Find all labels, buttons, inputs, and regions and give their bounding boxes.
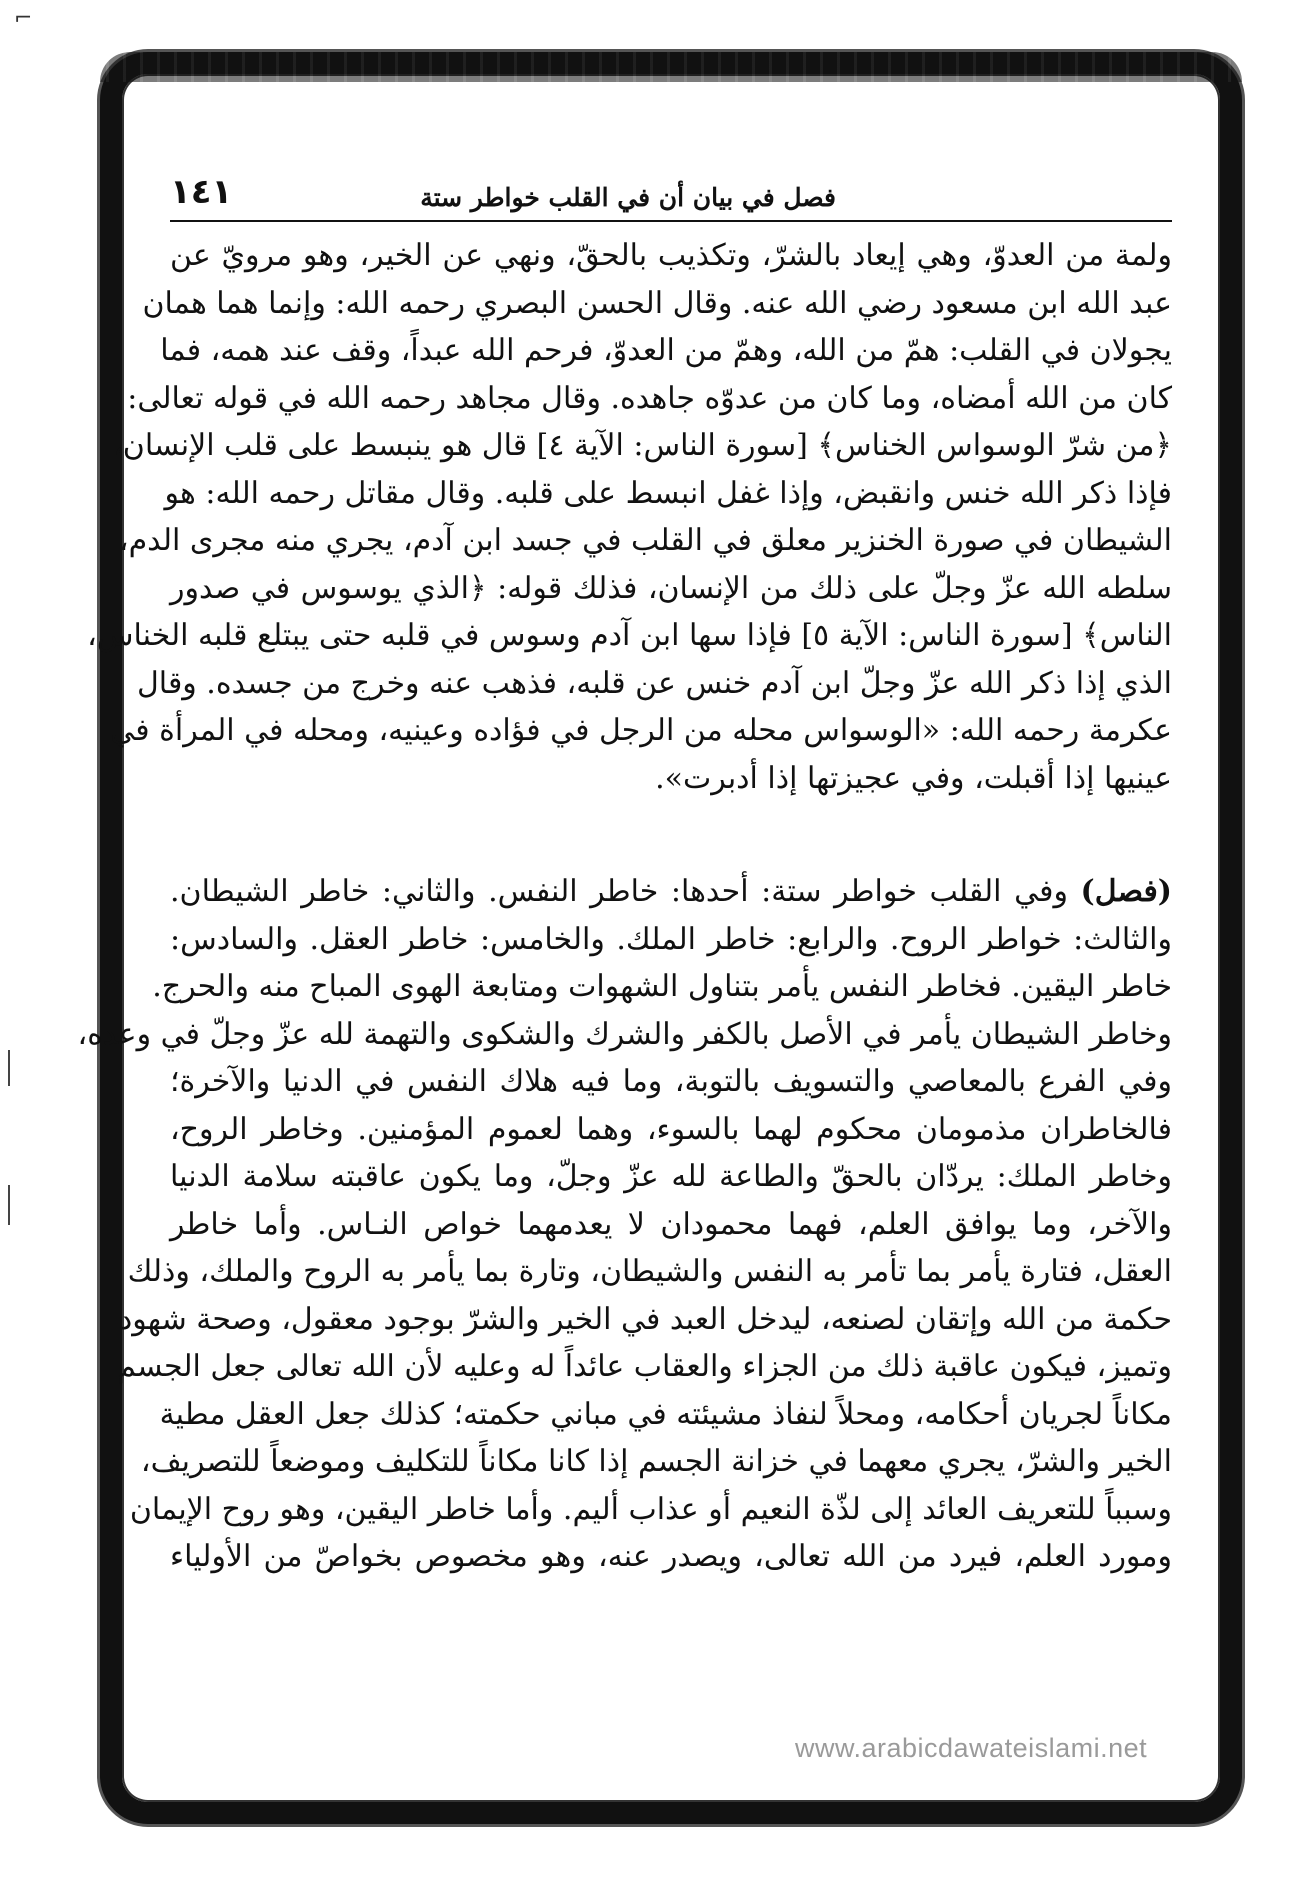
website-watermark: www.arabicdawateislami.net (795, 1733, 1148, 1763)
text-line: والآخر، وما يوافق العلم، فهما محمودان لا يعدمهما خواص النـاس. وأما خاطر (170, 1206, 1172, 1242)
text-line: وخاطر الملك: يردّان بالحقّ والطاعة لله عزّ وجلّ، وما يكون عاقبته سلامة الدنيا (170, 1159, 1172, 1194)
section-heading-fasl: (فصل) (1080, 874, 1172, 909)
book-page (77, 170, 1172, 1581)
section-first-line (170, 868, 1172, 916)
text-line: عكرمة رحمه الله: «الوسواس محله من الرجل في فؤاده وعينيه، ومحله في المرأة في (110, 713, 1172, 748)
text-line: ﴿من شرّ الوسواس الخناس﴾ [سورة الناس: الآية ٤] قال هو ينبسط على قلب الإنسان، (113, 428, 1172, 463)
text-line: خاطر اليقين. فخاطر النفس يأمر بتناول الشهوات ومتابعة الهوى المباح منه والحرج. (152, 969, 1172, 1004)
text-line: حكمة من الله وإتقان لصنعه، ليدخل العبد في الخير والشرّ بوجود معقول، وصحة شهود (118, 1301, 1172, 1337)
frame-scan-texture (100, 52, 1242, 82)
chapter-running-title: فصل في بيان أن في القلب خواطر ستة (420, 183, 836, 212)
corner-scan-mark: ⌐ (14, 6, 33, 31)
text-line: ومورد العلم، فيرد من الله تعالى، ويصدر عنه، وهو مخصوص بخواصّ من الأولياء (170, 1539, 1172, 1574)
text-line: العقل، فتارة يأمر بما تأمر به النفس والشيطان، وتارة بما يأمر به الروح والملك، وذلك (127, 1254, 1172, 1289)
text-line: مكاناً لجريان أحكامه، ومحلاً لنفاذ مشيئته في مباني حكمته؛ كذلك جعل العقل مطية (159, 1396, 1172, 1432)
text-line: سلطه الله عزّ وجلّ على ذلك من الإنسان، فذلك قوله: ﴿الذي يوسوس في صدور (170, 570, 1172, 606)
text-line: فإذا ذكر الله خنس وانقبض، وإذا غفل انبسط على قلبه. وقال مقاتل رحمه الله: هو (164, 475, 1172, 511)
text-line: وفي الفرع بالمعاصي والتسويف بالتوبة، وما فيه هلاك النفس في الدنيا والآخرة؛ (170, 1064, 1172, 1099)
page-header (170, 170, 1172, 222)
paragraph-spacer (170, 802, 1172, 868)
text-line: الشيطان في صورة الخنزير معلق في القلب في جسد ابن آدم، يجري منه مجرى الدم، (118, 523, 1172, 558)
text-line: يجولان في القلب: همّ من الله، وهمّ من العدوّ، فرحم الله عبداً، وقف عند همه، فما (160, 333, 1172, 368)
margin-tick-mark (8, 1185, 10, 1225)
page-body (77, 232, 1172, 1581)
text-line: الخير والشرّ، يجري معهما في خزانة الجسم إذا كانا مكاناً للتكليف وموضعاً للتصريف، (140, 1444, 1172, 1479)
text-line-rest: وفي القلب خواطر ستة: أحدها: خاطر النفس. والثاني: خاطر الشيطان. (170, 874, 1081, 909)
text-line: وخاطر الشيطان يأمر في الأصل بالكفر والشرك والشكوى والتهمة لله عزّ وجلّ في وعده، (77, 1016, 1172, 1052)
text-line: الذي إذا ذكر الله عزّ وجلّ ابن آدم خنس عن قلبه، فذهب عنه وخرج من جسده. وقال (137, 665, 1172, 701)
text-line: وتميز، فيكون عاقبة ذلك من الجزاء والعقاب عائداً له وعليه لأن الله تعالى جعل الجسم (117, 1349, 1172, 1384)
text-line: وسبباً للتعريف العائد إلى لذّة النعيم أو عذاب أليم. وأما خاطر اليقين، وهو روح الإيمان (129, 1491, 1172, 1527)
margin-tick-mark (8, 1050, 10, 1086)
paragraph-continuation (87, 232, 1172, 802)
text-line: فالخاطران مذمومان محكوم لهما بالسوء، وهما لعموم المؤمنين. وخاطر الروح، (170, 1111, 1172, 1147)
text-line: عينيها إذا أقبلت، وفي عجيزتها إذا أدبرت». (655, 760, 1172, 796)
text-line: والثالث: خواطر الروح. والرابع: خاطر الملك. والخامس: خاطر العقل. والسادس: (170, 921, 1172, 957)
fasl-section (77, 868, 1172, 1581)
text-line: ولمة من العدوّ، وهي إيعاد بالشرّ، وتكذيب بالحقّ، ونهي عن الخير، وهو مرويّ عن (170, 238, 1172, 273)
text-line: الناس﴾ [سورة الناس: الآية ٥] فإذا سها ابن آدم وسوس في قلبه حتى يبتلع قلبه الخناس، (87, 618, 1172, 653)
page-number: ١٤١ (170, 172, 233, 212)
text-line: كان من الله أمضاه، وما كان من عدوّه جاهده. وقال مجاهد رحمه الله في قوله تعالى: (127, 380, 1172, 416)
text-line: عبد الله ابن مسعود رضي الله عنه. وقال الحسن البصري رحمه الله: وإنما هما همان (142, 285, 1172, 321)
